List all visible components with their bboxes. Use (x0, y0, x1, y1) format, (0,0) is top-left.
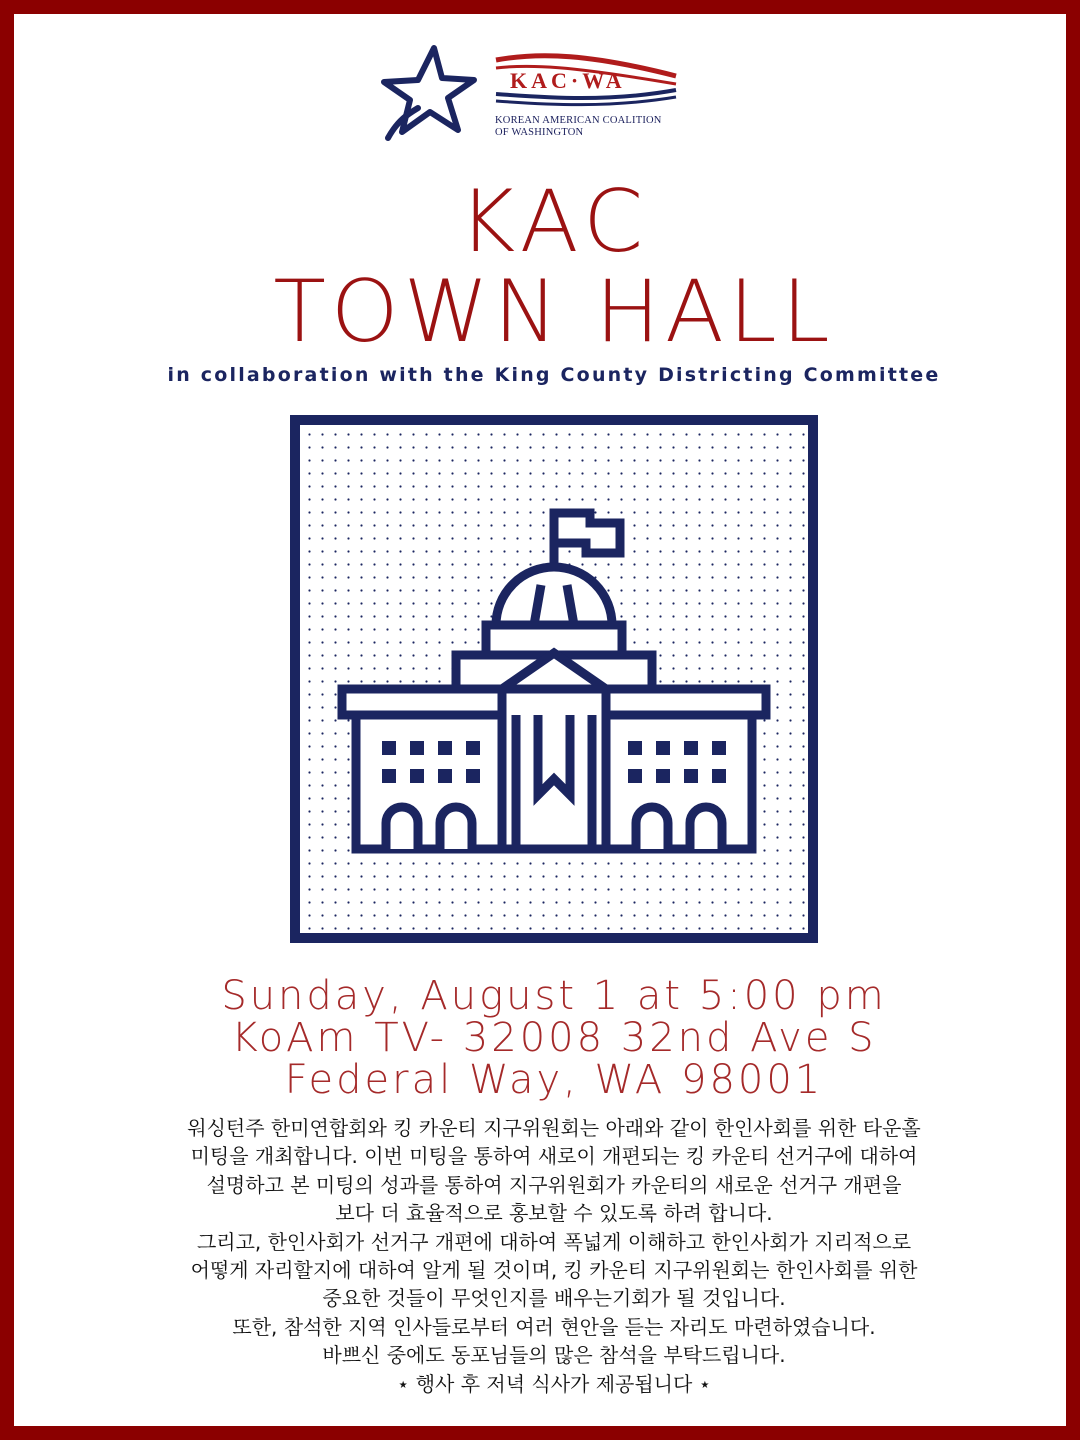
body-line: 어떻게 자리할지에 대하여 알게 될 것이며, 킹 카운티 지구위원회는 한인사회를 위한 (190, 1258, 918, 1283)
body-line: 미팅을 개최합니다. 이번 미팅을 통하여 새로이 개편되는 킹 카운티 선거구에 대하여 (190, 1144, 918, 1169)
event-venue: KoAm TV- 32008 32nd Ave S (231, 1015, 877, 1061)
body-line: 그리고, 한인사회가 선거구 개편에 대하여 폭넓게 이해하고 한인사회가 지리적으로 (196, 1229, 912, 1254)
body-line: 워싱턴주 한미연합회와 킹 카운티 지구위원회는 아래와 같이 한인사회를 위한 타운홀 (187, 1116, 921, 1140)
body-text (74, 1114, 1034, 1398)
body-line: 바쁘신 중에도 동포님들의 많은 참석을 부탁드립니다. (322, 1343, 786, 1368)
body-line: 설명하고 본 미팅의 성과를 통하여 지구위원회가 카운티의 새로운 선거구 개편을 (206, 1172, 902, 1197)
subtitle: in collaboration with the King County Districting Committee (167, 364, 941, 386)
flag-icon (554, 513, 620, 553)
kacwa-logo (374, 42, 684, 142)
title-line2: TOWN HALL (273, 262, 835, 362)
city-hall-icon (290, 415, 818, 943)
org-name-line1: KOREAN AMERICAN COALITION (495, 115, 662, 126)
body-line: 보다 더 효율적으로 홍보할 수 있도록 하려 합니다. (335, 1201, 773, 1226)
logo-brand-text: KAC·WA (510, 68, 626, 93)
body-line: 또한, 참석한 지역 인사들로부터 여러 현안을 듣는 자리도 마련하였습니다. (232, 1314, 876, 1339)
event-datetime: Sunday, August 1 at 5:00 pm (221, 973, 887, 1019)
star-logo-icon (374, 42, 482, 142)
body-line: 중요한 것들이 무엇인지를 배우는기회가 될 것입니다. (322, 1286, 786, 1311)
title-line1: KAC (458, 172, 650, 272)
event-city: Federal Way, WA 98001 (284, 1057, 824, 1103)
org-name-line2: OF WASHINGTON (495, 127, 584, 138)
org-name (495, 115, 662, 139)
body-line: ⋆ 행사 후 저녁 식사가 제공됩니다 ⋆ (396, 1371, 712, 1396)
